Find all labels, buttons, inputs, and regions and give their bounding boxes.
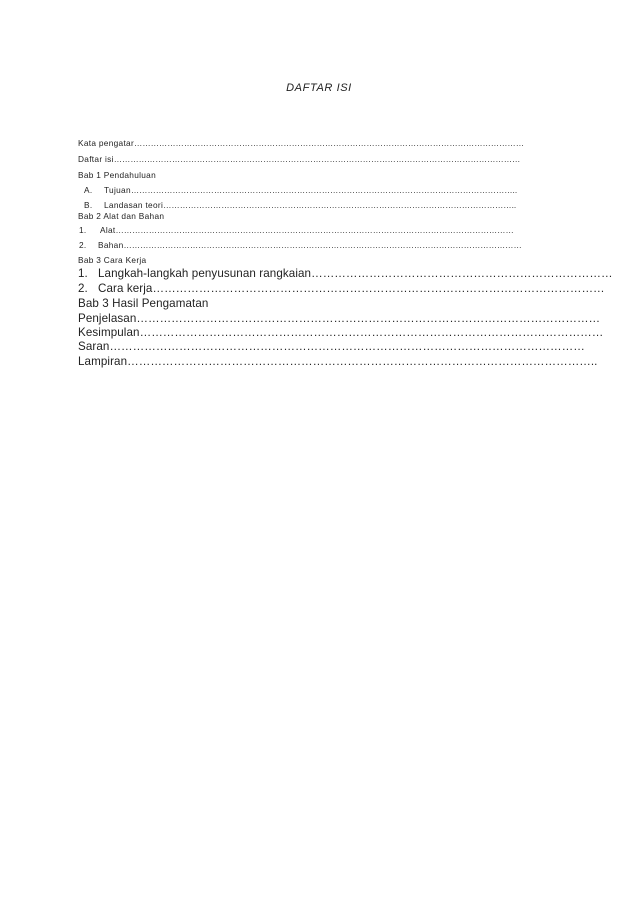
toc-entry-label: Tujuan	[104, 185, 131, 195]
toc-chapter-label: Bab 3 Hasil Pengamatan	[78, 297, 209, 310]
toc-entry-saran	[78, 340, 585, 353]
toc-chapter-bab3-hasil-pengamatan	[78, 297, 378, 310]
toc-entry-label: Kata pengatar	[78, 138, 135, 148]
toc-leader-dots: ……………………………………………………………………………………………………………	[109, 340, 585, 353]
toc-entry-number: B.	[84, 200, 93, 210]
toc-leader-dots: …………………………………………………………………………………………………………	[136, 312, 601, 325]
toc-leader-dots: ………………………………………………………………………………………………………………..	[163, 200, 517, 210]
toc-entry-landasan-teori	[84, 200, 517, 210]
document-title: DAFTAR ISI	[286, 82, 352, 94]
toc-entry-label: Landasan teori	[104, 200, 164, 210]
toc-entry-tujuan	[84, 185, 518, 195]
toc-entry-bahan	[79, 240, 522, 250]
toc-entry-label: Alat	[100, 225, 116, 235]
toc-entry-label: Saran	[78, 340, 110, 353]
toc-entry-number: 1.	[78, 267, 88, 280]
toc-entry-kesimpulan	[78, 326, 604, 339]
toc-entry-penjelasan	[78, 312, 601, 325]
toc-leader-dots: …………………………………………………………………………………………………………………………………	[113, 154, 521, 164]
toc-entry-label: Bahan	[98, 240, 124, 250]
toc-leader-dots: …………………………………………………………………………………………………………..	[127, 355, 598, 368]
toc-entry-daftar-isi	[78, 154, 521, 164]
toc-entry-number: 2.	[78, 282, 88, 295]
toc-leader-dots: …………………………………………………………………………………………………………	[139, 326, 604, 339]
toc-entry-label: Kesimpulan	[78, 326, 140, 339]
toc-entry-label: Cara kerja	[98, 282, 153, 295]
toc-entry-number: 1.	[79, 225, 87, 235]
toc-entry-label: Daftar isi	[78, 154, 114, 164]
toc-entry-alat	[79, 225, 514, 235]
toc-leader-dots: …………………………………………………………………………………………………………………………..	[130, 185, 518, 195]
toc-entry-number: 2.	[79, 240, 87, 250]
toc-leader-dots: ……………………………………………………………………	[311, 267, 613, 280]
toc-entry-cara-kerja	[78, 282, 605, 295]
toc-chapter-label: Bab 3 Cara Kerja	[78, 255, 147, 265]
toc-entry-number: A.	[84, 185, 93, 195]
toc-entry-langkah-langkah	[78, 267, 613, 280]
toc-entry-label: Lampiran	[78, 355, 128, 368]
toc-leader-dots: ………………………………………………………………………………………………………………………………	[115, 225, 514, 235]
toc-entry-label: Langkah-langkah penyusunan rangkaian	[98, 267, 312, 280]
toc-chapter-label: Bab 1 Pendahuluan	[78, 170, 156, 180]
toc-chapter-label: Bab 2 Alat dan Bahan	[78, 211, 165, 221]
toc-chapter-bab3-cara-kerja	[78, 255, 278, 265]
toc-leader-dots: ……………………………………………………………………………………………………………………………	[134, 138, 524, 148]
toc-entry-lampiran	[78, 355, 598, 368]
toc-entry-label: Penjelasan	[78, 312, 137, 325]
toc-leader-dots: ………………………………………………………………………………………………………	[152, 282, 605, 295]
toc-leader-dots: ………………………………………………………………………………………………………………………………	[123, 240, 522, 250]
toc-chapter-bab1	[78, 170, 278, 180]
toc-chapter-bab2	[78, 211, 278, 221]
toc-entry-kata-pengantar	[78, 138, 524, 148]
